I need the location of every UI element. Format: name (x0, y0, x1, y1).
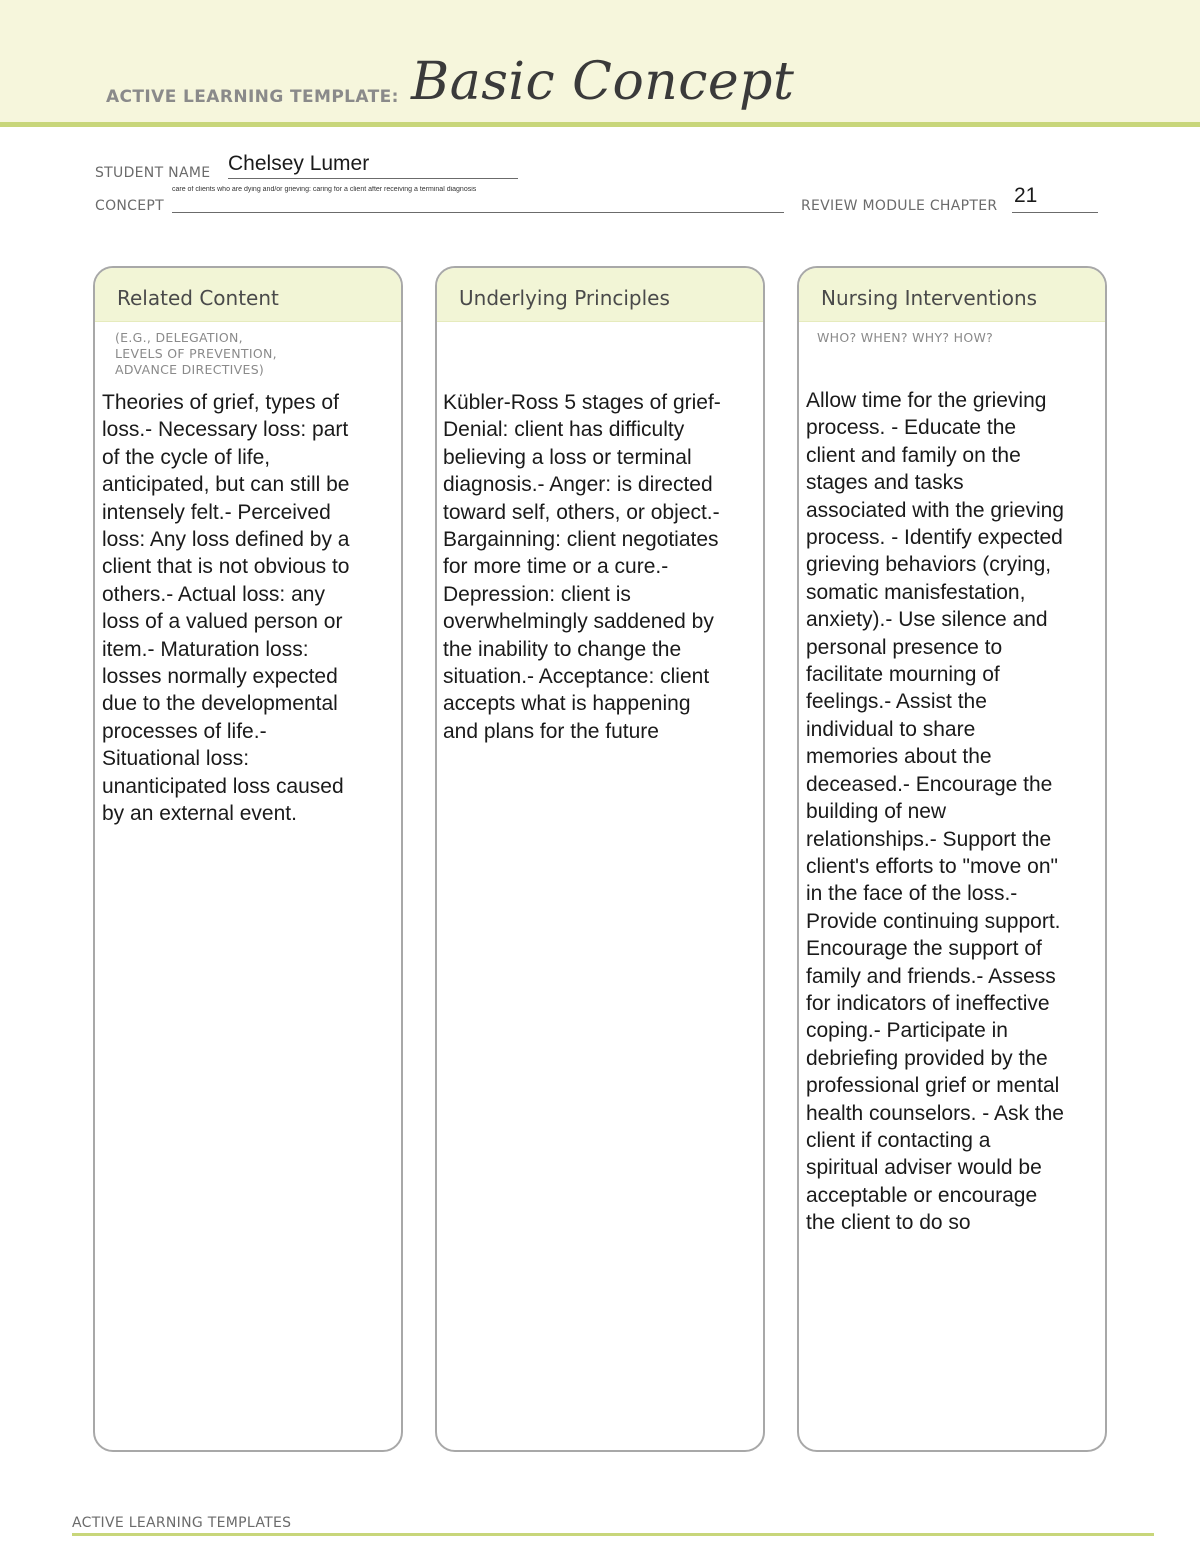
nursing-interventions-body[interactable]: Allow time for the grieving process. - Educate the client and family on the stages and tasks associated with the grieving process. - Identify expected grieving behaviors (crying, somatic manisfestation, anxiety).- Use silence and personal presence to facilitate mourning of feelings.- Assist the individual to share memories about the deceased.- Encourage the building of new relationships.- Support the client's efforts to "move on" in the face of the loss.- Provide continuing support. Encourage the support of family and friends.- Assess for indicators of ineffective coping.- Participate in debriefing provided by the professional grief or mental health counselors. - Ask the client if contacting a spiritual adviser would be acceptable or encourage the client to do so (806, 389, 1064, 1235)
related-content-panel (93, 266, 403, 1452)
underlying-principles-body[interactable]: Kübler-Ross 5 stages of grief- Denial: client has difficulty believing a loss or terminal diagnosis.- Anger: is directed toward self, others, or object.- Bargainning: client negotiates for more time or a cure.- Depression: client is overwhelmingly saddened by the inability to change the situation.- Acceptance: client accepts what is happening and plans for the future (443, 391, 721, 743)
review-module-chapter-line (1012, 212, 1098, 213)
template-title: Basic Concept (411, 52, 795, 112)
footer-divider (72, 1533, 1154, 1536)
related-content-body[interactable]: Theories of grief, types of loss.- Necessary loss: part of the cycle of life, anticipated, but can still be intensely felt.- Perceived loss: Any loss defined by a client that is not obvious to others.- Actual loss: any loss of a valued person or item.- Maturation loss: losses normally expected due to the developmental processes of life.- Situational loss: unanticipated loss caused by an external event. (102, 391, 350, 826)
student-name-label: STUDENT NAME (95, 165, 211, 181)
review-module-chapter-field[interactable]: 21 (1014, 184, 1038, 207)
review-module-chapter-label: REVIEW MODULE CHAPTER (801, 198, 998, 214)
student-name-line (228, 178, 518, 179)
header-divider (0, 122, 1200, 127)
related-content-subtitle-line: LEVELS OF PREVENTION, (115, 346, 277, 361)
student-name-field[interactable]: Chelsey Lumer (228, 152, 370, 175)
nursing-interventions-subtitle (817, 330, 993, 346)
related-content-title: Related Content (95, 268, 401, 322)
related-content-subtitle (115, 330, 277, 378)
nursing-interventions-title: Nursing Interventions (799, 268, 1105, 322)
nursing-interventions-subtitle-line: WHO? WHEN? WHY? HOW? (817, 330, 994, 345)
footer-label: ACTIVE LEARNING TEMPLATES (72, 1515, 292, 1531)
related-content-subtitle-line: ADVANCE DIRECTIVES) (115, 362, 265, 377)
concept-line (172, 212, 784, 213)
underlying-principles-title: Underlying Principles (437, 268, 763, 322)
nursing-interventions-panel (797, 266, 1107, 1452)
concept-field[interactable]: care of clients who are dying and/or grieving: caring for a client after receiving a terminal diagnosis (172, 186, 477, 193)
related-content-subtitle-line: (E.G., DELEGATION, (115, 330, 243, 345)
template-label: ACTIVE LEARNING TEMPLATE: (106, 87, 399, 107)
underlying-principles-panel (435, 266, 765, 1452)
concept-label: CONCEPT (95, 198, 164, 214)
